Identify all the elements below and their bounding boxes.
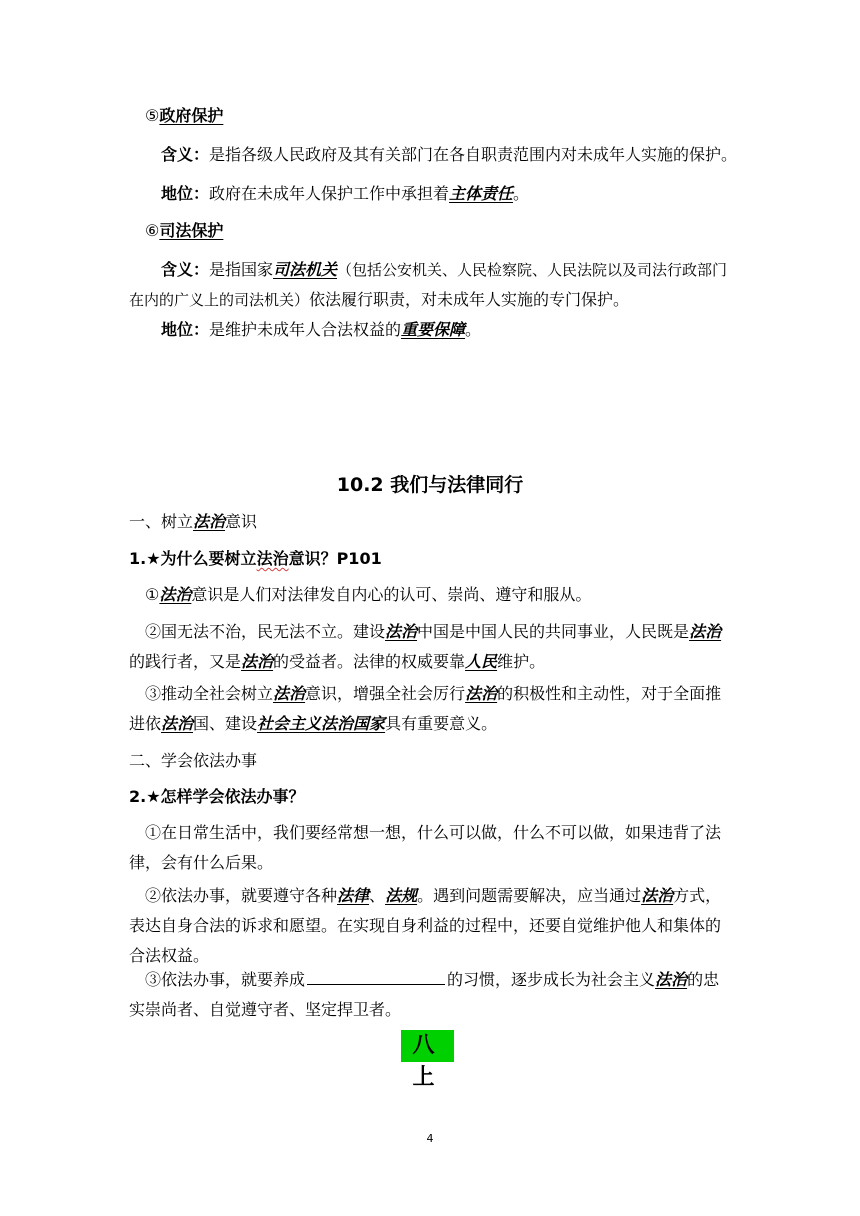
- sec5-status-label: 地位：: [161, 184, 210, 203]
- part2-point3: [129, 965, 734, 1025]
- grade-badge: 八上: [401, 1030, 454, 1062]
- part2-p2-key2: 法规: [385, 886, 418, 905]
- part1-p3-text-e: 具有重要意义。: [385, 714, 498, 733]
- part1-p3-key1: 法治: [273, 684, 306, 703]
- part1-question-key: 法治: [256, 549, 289, 568]
- sec6-status: [161, 320, 481, 340]
- part2-heading: 二、学会依法办事: [129, 751, 258, 770]
- part2-p1-marker: ①: [145, 823, 162, 842]
- part2-p2-text-b: 。遇到问题需要解决，应当通过: [417, 886, 642, 905]
- fill-in-blank[interactable]: [307, 968, 445, 985]
- sec5-meaning: [161, 145, 737, 165]
- part1-p2-key1: 法治: [385, 622, 418, 641]
- part2-point1: [129, 818, 734, 878]
- sec6-meaning-paren: （包括公安机关、人民检察院、人民法院以及司法行政部门在内的广义上的司法机关）: [129, 261, 728, 309]
- part2-p2-key3: 法治: [641, 886, 674, 905]
- sec5-status-pre: 政府在未成年人保护工作中承担着: [209, 184, 450, 203]
- part2-p2-sep: 、: [369, 886, 386, 905]
- part1-p2-text-a: 国无法不治，民无法不立。建设: [161, 622, 386, 641]
- part1-heading: [129, 512, 257, 532]
- sec5-title: 政府保护: [159, 106, 224, 125]
- sec5-marker: ⑤: [145, 106, 160, 125]
- part1-p2-marker: ②: [145, 622, 162, 641]
- part1-p3-text-b: 意识，增强全社会厉行: [305, 684, 466, 703]
- part1-question-pre: 1.★为什么要树立: [129, 549, 257, 568]
- part1-p3-text-a: 推动全社会树立: [161, 684, 274, 703]
- sec6-status-label: 地位：: [161, 320, 210, 339]
- part1-p2-key2: 法治: [689, 622, 722, 641]
- sec6-marker: ⑥: [145, 221, 160, 240]
- part1-heading-pre: 一、树立: [129, 512, 194, 531]
- sec6-status-key: 重要保障: [401, 320, 466, 339]
- sec6-status-post: 。: [465, 320, 482, 339]
- sec6-meaning-label: 含义：: [161, 260, 210, 279]
- part2-p3-text-a: 依法办事，就要养成: [161, 970, 306, 989]
- part1-p1-marker: ①: [145, 585, 160, 604]
- part1-point3: [129, 679, 734, 739]
- part1-p2-key4: 人民: [465, 652, 498, 671]
- part1-p1-text: 意识是人们对法律发自内心的认可、崇尚、遵守和服从。: [191, 585, 592, 604]
- part1-p3-key3: 法治: [161, 714, 194, 733]
- part1-p3-text-d: 国、建设: [193, 714, 258, 733]
- part1-p2-text-e: 维护。: [497, 652, 546, 671]
- sec6-meaning: [129, 255, 734, 315]
- part1-question-post: 意识？P101: [288, 549, 382, 568]
- part2-p1-text: 在日常生活中，我们要经常想一想，什么可以做，什么不可以做，如果违背了法律，会有什么后果。: [129, 823, 722, 872]
- part2-point2: [129, 881, 734, 971]
- part1-point2: [129, 617, 734, 677]
- part1-p3-key4: 社会主义法治国家: [257, 714, 386, 733]
- part2-p2-text-c: 方式，表达自身合法的诉求和愿望。在实现自身利益的过程中，还要自觉维护他人和集体的合法权益。: [129, 886, 722, 965]
- sec5-status-post: 。: [513, 184, 530, 203]
- sec6-status-pre: 是维护未成年人合法权益的: [209, 320, 402, 339]
- sec5-heading: [145, 106, 223, 126]
- sec5-meaning-text: 是指各级人民政府及其有关部门在各自职责范围内对未成年人实施的保护。: [209, 145, 738, 164]
- part2-p3-key1: 法治: [655, 970, 688, 989]
- part1-question: [129, 549, 382, 569]
- sec6-title: 司法保护: [159, 221, 224, 240]
- page-number: 4: [426, 1132, 434, 1145]
- part1-point1: [145, 585, 591, 605]
- part2-p2-key1: 法律: [337, 886, 370, 905]
- part1-p1-key: 法治: [159, 585, 192, 604]
- sec5-meaning-label: 含义：: [161, 145, 210, 164]
- sec6-meaning-pre: 是指国家: [209, 260, 274, 279]
- part2-p2-text-a: 依法办事，就要遵守各种: [161, 886, 338, 905]
- part1-p2-text-d: 的受益者。法律的权威要靠: [273, 652, 466, 671]
- part1-heading-post: 意识: [225, 512, 258, 531]
- part2-p3-text-b: 的习惯，逐步成长为社会主义: [447, 970, 656, 989]
- part1-heading-key: 法治: [193, 512, 226, 531]
- part2-p3-text-c: 的忠实崇尚者、自觉遵守者、坚定捍卫者。: [129, 970, 720, 1019]
- part1-p2-text-b: 中国是中国人民的共同事业，人民既是: [417, 622, 690, 641]
- part1-p3-marker: ③: [145, 684, 162, 703]
- sec5-status: [161, 184, 529, 204]
- chapter-title: 10.2 我们与法律同行: [336, 474, 524, 496]
- part1-p2-text-c: 的践行者，又是: [129, 652, 242, 671]
- part2-question: 2.★怎样学会依法办事？: [129, 787, 305, 806]
- sec6-meaning-post: 依法履行职责，对未成年人实施的专门保护。: [309, 290, 630, 309]
- sec5-status-key: 主体责任: [449, 184, 514, 203]
- sec6-meaning-key: 司法机关: [273, 260, 338, 279]
- part1-p3-key2: 法治: [465, 684, 498, 703]
- part1-p3-text-c: 的积极性和主动性，对于全面推进依: [129, 684, 722, 733]
- part2-p2-marker: ②: [145, 886, 162, 905]
- sec6-heading: [145, 221, 223, 241]
- part2-p3-marker: ③: [145, 970, 162, 989]
- part1-p2-key3: 法治: [241, 652, 274, 671]
